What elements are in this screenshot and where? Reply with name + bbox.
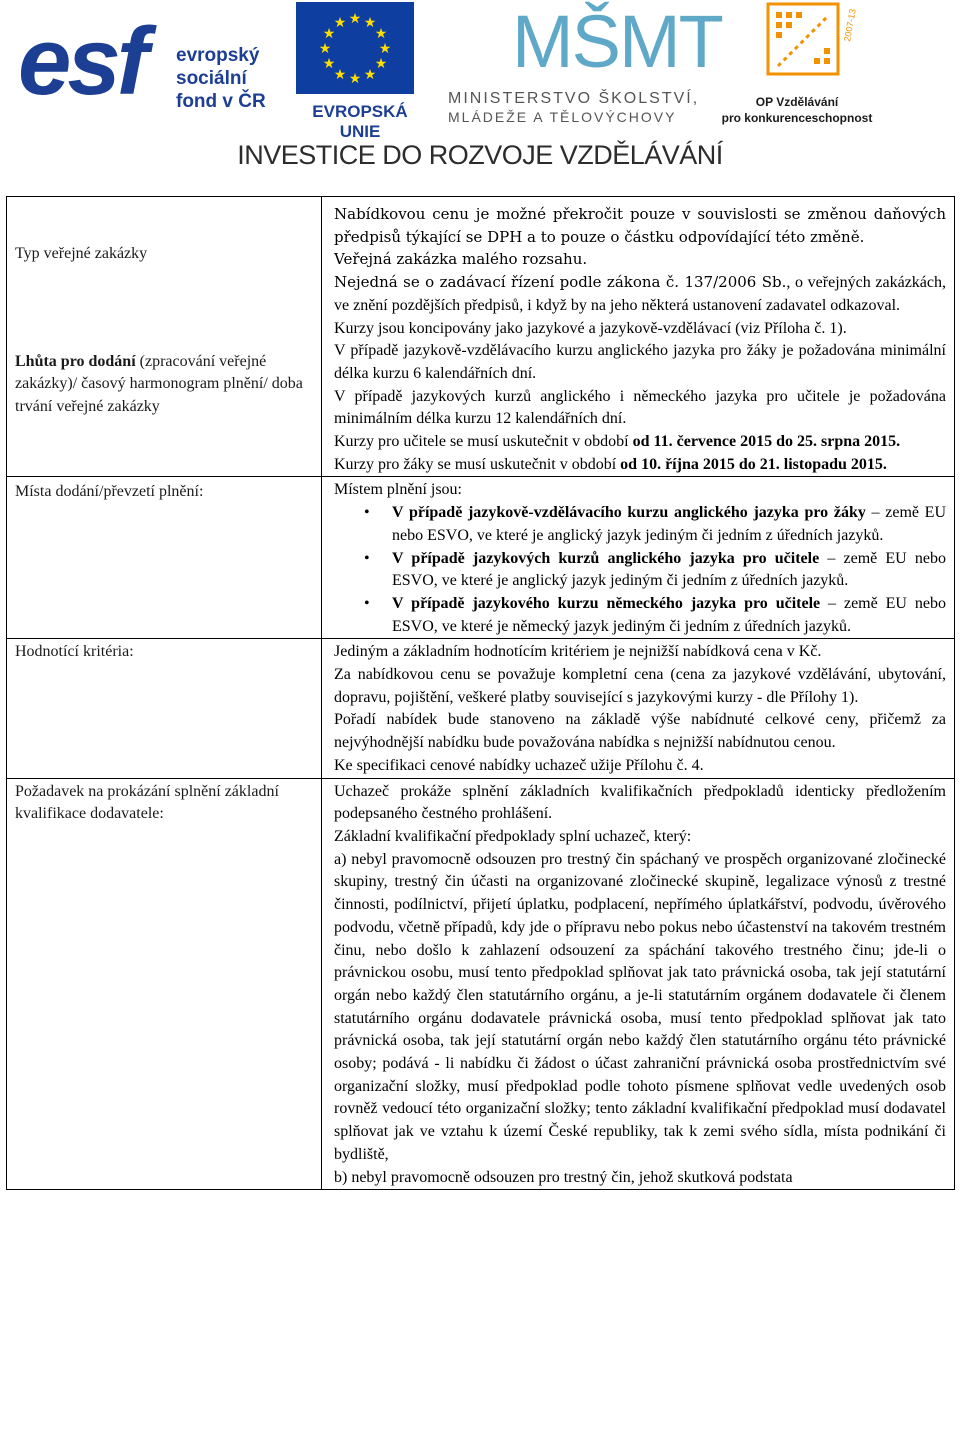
label-typ-zakazky: Typ veřejné zakázky bbox=[15, 245, 148, 262]
eu-logo bbox=[290, 2, 430, 141]
place-list bbox=[334, 502, 946, 638]
svg-text:★: ★ bbox=[333, 67, 347, 83]
place-intro: Místem plnění jsou: bbox=[334, 481, 462, 499]
label-cell bbox=[7, 778, 322, 1190]
label-lhuta-dodani: Lhůta pro dodání (zpracování veřejné zakázky)/ časový harmonogram plnění/ doba trvání veřejné zakázky bbox=[15, 352, 303, 416]
svg-text:★: ★ bbox=[318, 41, 332, 57]
svg-text:★: ★ bbox=[363, 15, 377, 31]
label-cell bbox=[7, 477, 322, 639]
bullet-icon: • bbox=[364, 549, 370, 567]
deadline-p2: V případě jazykově-vzdělávacího kurzu anglického jazyka pro žáky je požadována minimální délka kurzu 6 kalendářních dní. bbox=[334, 342, 946, 382]
eval-p2: Za nabídkovou cenu se považuje kompletní cena (cena za jazykové vzdělávání, ubytování, dopravu, pojištění, veškeré platby související s jazykovými kurzy - dle Přílohy 1). bbox=[334, 666, 946, 706]
tender-info-table bbox=[6, 196, 955, 1190]
header-banner bbox=[0, 0, 960, 190]
deadline-p1: Kurzy jsou koncipovány jako jazykové a jazykově-vzdělávací (viz Příloha č. 1). bbox=[334, 319, 847, 337]
list-item: • V případě jazykově-vzdělávacího kurzu anglického jazyka pro žáky – země EU nebo ESVO, ve které je anglický jazyk jediným či jedním z úředních jazyků. bbox=[364, 504, 947, 544]
bullet-icon: • bbox=[364, 594, 370, 612]
esf-logo-mark: esf bbox=[18, 8, 145, 115]
label-hodnotici-kriteria: Hodnotící kritéria: bbox=[15, 643, 134, 661]
price-note: Nabídkovou cenu je možné překročit pouze v souvislosti se změnou daňových předpisů týkající se DPH a to pouze o částku odpovídající této změně. bbox=[334, 205, 946, 246]
value-cell bbox=[322, 778, 955, 1190]
op-badge-years: 2007-13 bbox=[842, 8, 858, 43]
op-logo bbox=[712, 2, 882, 132]
op-logo-mark-icon bbox=[738, 2, 868, 90]
table-row bbox=[7, 639, 955, 778]
esf-logo-text: evropský sociální fond v ČR bbox=[176, 45, 266, 112]
eu-label: EVROPSKÁ UNIE bbox=[312, 102, 408, 141]
esf-logo bbox=[18, 8, 288, 128]
svg-text:★: ★ bbox=[374, 26, 388, 42]
svg-text:★: ★ bbox=[378, 41, 392, 57]
value-cell bbox=[322, 477, 955, 639]
table-row bbox=[7, 197, 955, 477]
qual-p2: Základní kvalifikační předpoklady splní uchazeč, který: bbox=[334, 827, 692, 845]
svg-text:★: ★ bbox=[363, 67, 377, 83]
eval-p1: Jediným a základním hodnotícím kritériem je nejnižší nabídková cena v Kč. bbox=[334, 643, 822, 661]
eu-stars-icon bbox=[296, 2, 414, 94]
svg-text:★: ★ bbox=[322, 26, 336, 42]
table-row bbox=[7, 778, 955, 1190]
svg-text:★: ★ bbox=[322, 56, 336, 72]
eval-p3: Pořadí nabídek bude stanoveno na základě výše nabídnuté celkové ceny, přičemž za nejvýhodnější nabídku bude považována nabídka s nejnižší nabídnutou cenou. bbox=[334, 711, 946, 752]
deadline-p3: V případě jazykových kurzů anglického i německého jazyka pro učitele je požadována minimálním délka kurzu 12 kalendářních dní. bbox=[334, 387, 946, 428]
msmt-logo-mark: MŠMT bbox=[512, 0, 722, 83]
svg-text:★: ★ bbox=[348, 71, 362, 87]
label-zakladni-kvalifikace: Požadavek na prokázání splnění základní kvalifikace dodavatele: bbox=[15, 782, 279, 823]
eval-p4: Ke specifikaci cenové nabídky uchazeč užije Přílohu č. 4. bbox=[334, 756, 704, 774]
labels-cell bbox=[7, 197, 322, 477]
table-row bbox=[7, 477, 955, 639]
bullet-icon: • bbox=[364, 504, 370, 522]
qual-p1: Uchazeč prokáže splnění základních kvalifikačních předpokladů identicky předložením podepsaného čestného prohlášení. bbox=[334, 782, 946, 823]
values-cell bbox=[322, 197, 955, 477]
value-cell bbox=[322, 639, 955, 778]
deadline-pupils: Kurzy pro žáky se musí uskutečnit v období od 10. října 2015 do 21. listopadu 2015. bbox=[334, 455, 887, 473]
deadline-teachers: Kurzy pro učitele se musí uskutečnit v období od 11. července 2015 do 25. srpna 2015. bbox=[334, 433, 901, 451]
slogan: INVESTICE DO ROZVOJE VZDĚLÁVÁNÍ bbox=[237, 140, 723, 170]
msmt-name-line1: MINISTERSTVO ŠKOLSTVÍ, bbox=[448, 90, 700, 107]
type-note: Nejedná se o zadávací řízení podle zákona č. 137/2006 Sb., o veřejných zakázkách, ve znění pozdějších předpisů, i když by na jeho některá ustanovení zadavatel odkazoval. bbox=[334, 273, 946, 314]
svg-text:★: ★ bbox=[333, 15, 347, 31]
msmt-logo bbox=[448, 0, 722, 132]
list-item: • V případě jazykových kurzů anglického jazyka pro učitele – země EU nebo ESVO, ve které je anglický jazyk jediným či jedním z úředních jazyků. bbox=[364, 549, 946, 590]
svg-text:★: ★ bbox=[348, 11, 362, 27]
qual-p3: a) nebyl pravomocně odsouzen pro trestný čin spáchaný ve prospěch organizované zločinecké skupiny, trestný čin účasti na organizované zločinecké skupině, legalizace výnosů z trestné činnosti, podílnictví, přijetí úplatku, podplacení, nepřímého úplatkářství, podvodu, úvěrového podvodu, včetně případů, kdy jde o přípravu nebo pokus nebo účastenství na takovém trestném činu, nebo došlo k zahlazení odsouzení za spáchání takového trestného činu; jde-li o právnickou osobu, musí tento předpoklad splňovat jak tato právnická osoba, tak její statutární orgán nebo každý člen statutárního orgánu, a je-li statutárním orgánem dodavatele či členem statutárního orgánu dodavatele právnická osoba, musí tento předpoklad splňovat jak tato právnická osoba, tak její statutární orgán nebo každý člen statutárního orgánu této právnické osoby; podává - li nabídku či žádost o účast zahraniční právnická osoba prostřednictvím své organizační složky, musí předpoklad podle tohoto písmene splňovat vedle uvedených osob rovněž vedoucí této organizační složky; tento základní kvalifikační předpoklad musí dodavatel splňovat jak ve vztahu k území České republiky, tak k zemi svého sídla, místa podnikání či bydliště, bbox=[334, 850, 946, 1163]
label-mista-dodani: Místa dodání/převzetí plnění: bbox=[15, 483, 204, 501]
msmt-name-line2: MLÁDEŽE A TĚLOVÝCHOVY bbox=[448, 109, 677, 125]
label-cell bbox=[7, 639, 322, 778]
svg-text:★: ★ bbox=[374, 56, 388, 72]
list-item: • V případě jazykového kurzu německého jazyka pro učitele – země EU nebo ESVO, ve které je německý jazyk jediným či jedním z úředních jazyků. bbox=[364, 594, 946, 635]
qual-p4: b) nebyl pravomocně odsouzen pro trestný čin, jehož skutková podstata bbox=[334, 1168, 793, 1186]
op-logo-text: OP Vzdělávání pro konkurenceschopnost bbox=[721, 95, 873, 125]
eu-flag-icon bbox=[296, 2, 414, 94]
type-value: Veřejná zakázka malého rozsahu. bbox=[334, 250, 588, 269]
